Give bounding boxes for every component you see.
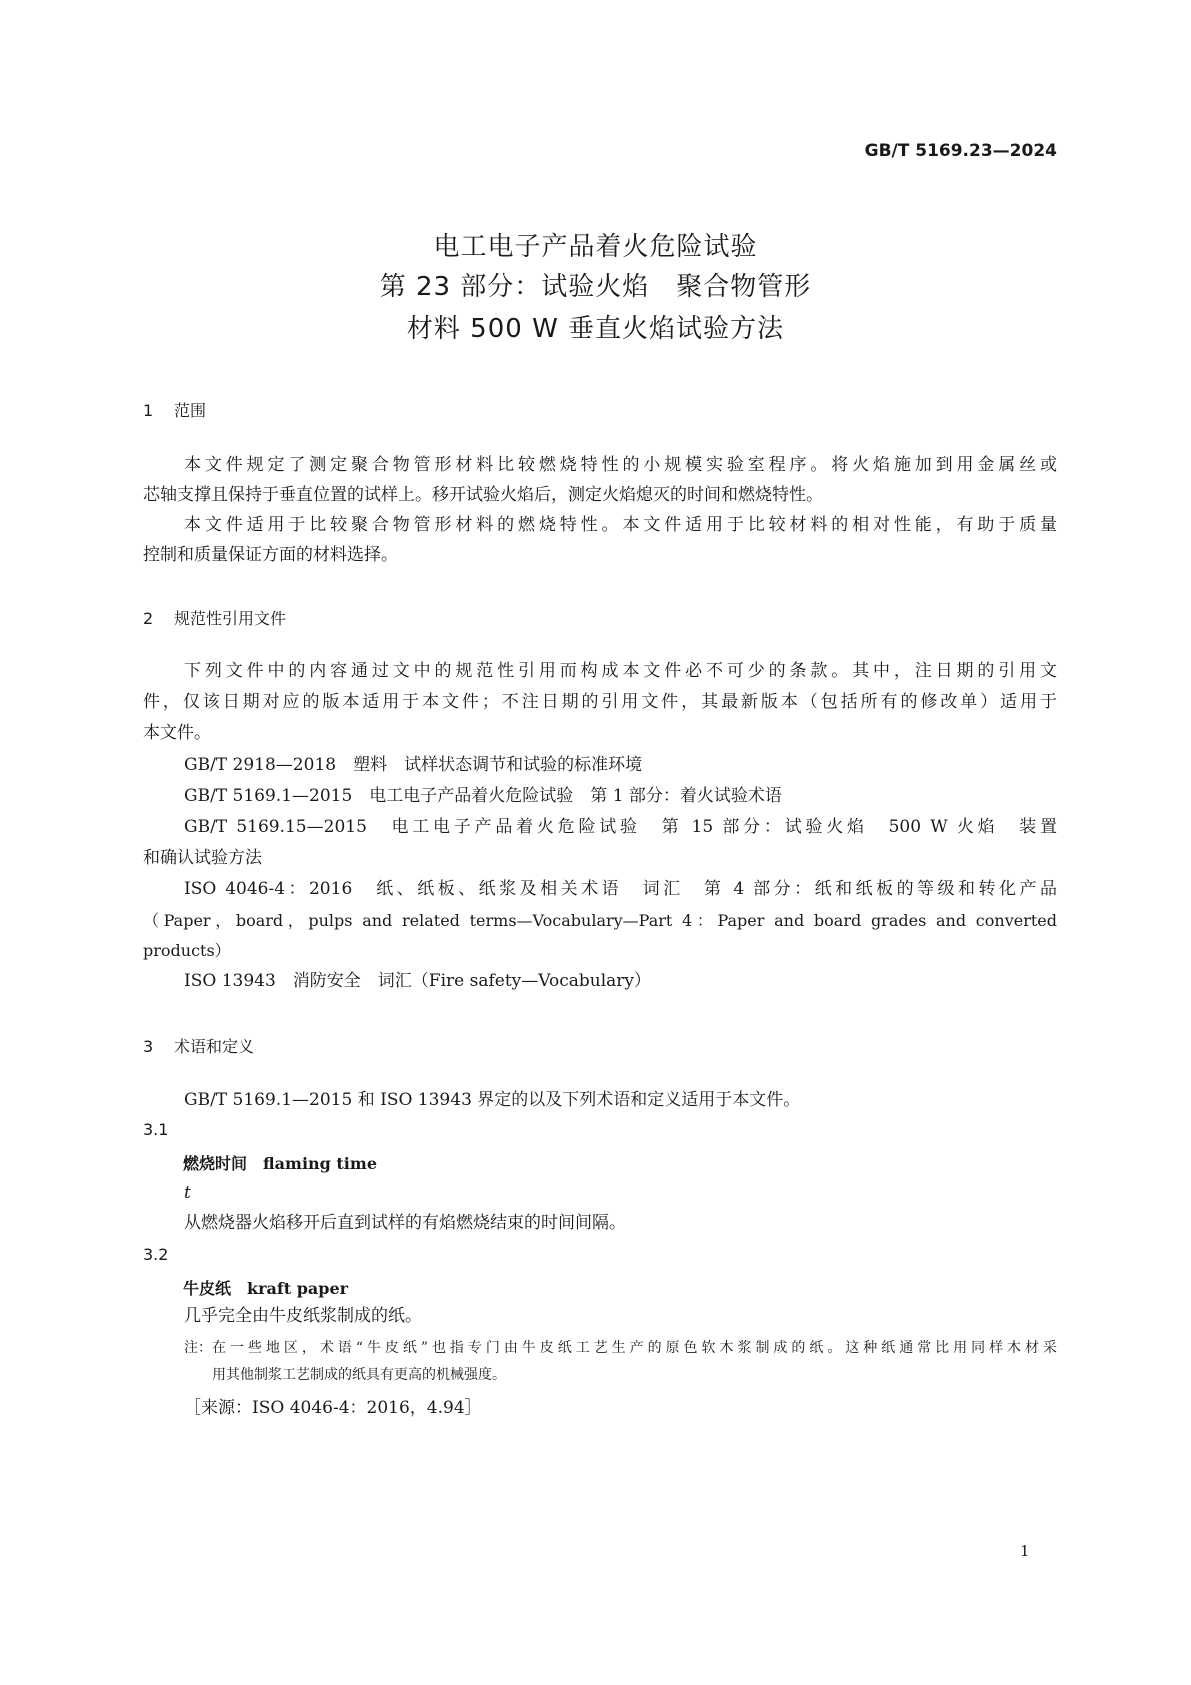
reference-entry-continued: （Paper，board，pulps and related terms—Vocabulary—Part 4：Paper and board grades and converted xyxy=(143,911,1057,930)
document-title-line-1: 电工电子产品着火危险试验 xyxy=(433,232,758,262)
term-definition: 从燃烧器火焰移开后直到试样的有焰燃烧结束的时间间隔。 xyxy=(184,1213,626,1233)
paragraph-line: 本文件适用于比较聚合物管形材料的燃烧特性。本文件适用于比较材料的相对性能，有助于质量 xyxy=(184,515,1057,535)
reference-entry: ISO 13943 消防安全 词汇（Fire safety—Vocabulary） xyxy=(184,971,651,991)
term-en: kraft paper xyxy=(247,1279,349,1298)
paragraph-line: 芯轴支撑且保持于垂直位置的试样上。移开试验火焰后，测定火焰熄灭的时间和燃烧特性。 xyxy=(143,485,823,505)
section-2-heading xyxy=(143,606,286,629)
paragraph-line: 本文件规定了测定聚合物管形材料比较燃烧特性的小规模实验室程序。将火焰施加到用金属丝或 xyxy=(184,455,1057,475)
page-number: 1 xyxy=(1020,1542,1030,1560)
paragraph-line: 下列文件中的内容通过文中的规范性引用而构成本文件必不可少的条款。其中，注日期的引用文 xyxy=(184,661,1057,681)
section-title: 规范性引用文件 xyxy=(174,609,287,628)
reference-entry-continued: products） xyxy=(143,941,231,960)
term-number: 3.1 xyxy=(143,1120,169,1139)
term-definition: 几乎完全由牛皮纸浆制成的纸。 xyxy=(184,1306,422,1326)
section-number: 2 xyxy=(143,609,154,628)
section-number: 1 xyxy=(143,401,154,420)
note-line: 用其他制浆工艺制成的纸具有更高的机械强度。 xyxy=(212,1367,506,1383)
term-number: 3.2 xyxy=(143,1245,169,1264)
term-zh: 燃烧时间 xyxy=(183,1154,248,1173)
paragraph-line: 控制和质量保证方面的材料选择。 xyxy=(143,545,398,565)
section-number: 3 xyxy=(143,1037,154,1056)
reference-entry: GB/T 5169.1—2015 电工电子产品着火危险试验 第 1 部分：着火试验术语 xyxy=(184,786,782,806)
term-entry xyxy=(183,1276,348,1299)
section-title: 术语和定义 xyxy=(174,1037,255,1056)
reference-entry-continued: 和确认试验方法 xyxy=(143,848,262,868)
term-zh: 牛皮纸 xyxy=(183,1279,232,1298)
reference-entry: ISO 4046-4：2016 纸、纸板、纸浆及相关术语 词汇 第 4 部分：纸和纸板的等级和转化产品 xyxy=(184,879,1057,899)
note-label: 注： xyxy=(184,1340,212,1356)
paragraph-line: 本文件。 xyxy=(143,723,211,743)
standard-code: GB/T 5169.23—2024 xyxy=(864,141,1057,161)
document-title-line-3: 材料 500 W 垂直火焰试验方法 xyxy=(406,314,785,344)
term-symbol: t xyxy=(184,1183,191,1203)
section-title: 范围 xyxy=(174,401,207,420)
note-line: 在一些地区，术语“牛皮纸”也指专门由牛皮纸工艺生产的原色软木浆制成的纸。这种纸通常比用同样木材采 xyxy=(212,1340,1057,1356)
reference-entry: GB/T 5169.15—2015 电工电子产品着火危险试验 第 15 部分：试验火焰 500 W 火焰 装置 xyxy=(184,817,1057,837)
paragraph-line: 件，仅该日期对应的版本适用于本文件；不注日期的引用文件，其最新版本（包括所有的修改单）适用于 xyxy=(143,692,1057,712)
term-en: flaming time xyxy=(263,1154,377,1173)
document-title-line-2: 第 23 部分：试验火焰 聚合物管形 xyxy=(379,272,812,302)
term-entry xyxy=(183,1151,377,1174)
reference-entry: GB/T 2918—2018 塑料 试样状态调节和试验的标准环境 xyxy=(184,755,643,775)
paragraph-line: GB/T 5169.1—2015 和 ISO 13943 界定的以及下列术语和定义适用于本文件。 xyxy=(184,1090,801,1110)
term-source: ［来源：ISO 4046-4：2016，4.94］ xyxy=(184,1398,482,1418)
section-3-heading xyxy=(143,1034,254,1057)
section-1-heading xyxy=(143,398,206,421)
